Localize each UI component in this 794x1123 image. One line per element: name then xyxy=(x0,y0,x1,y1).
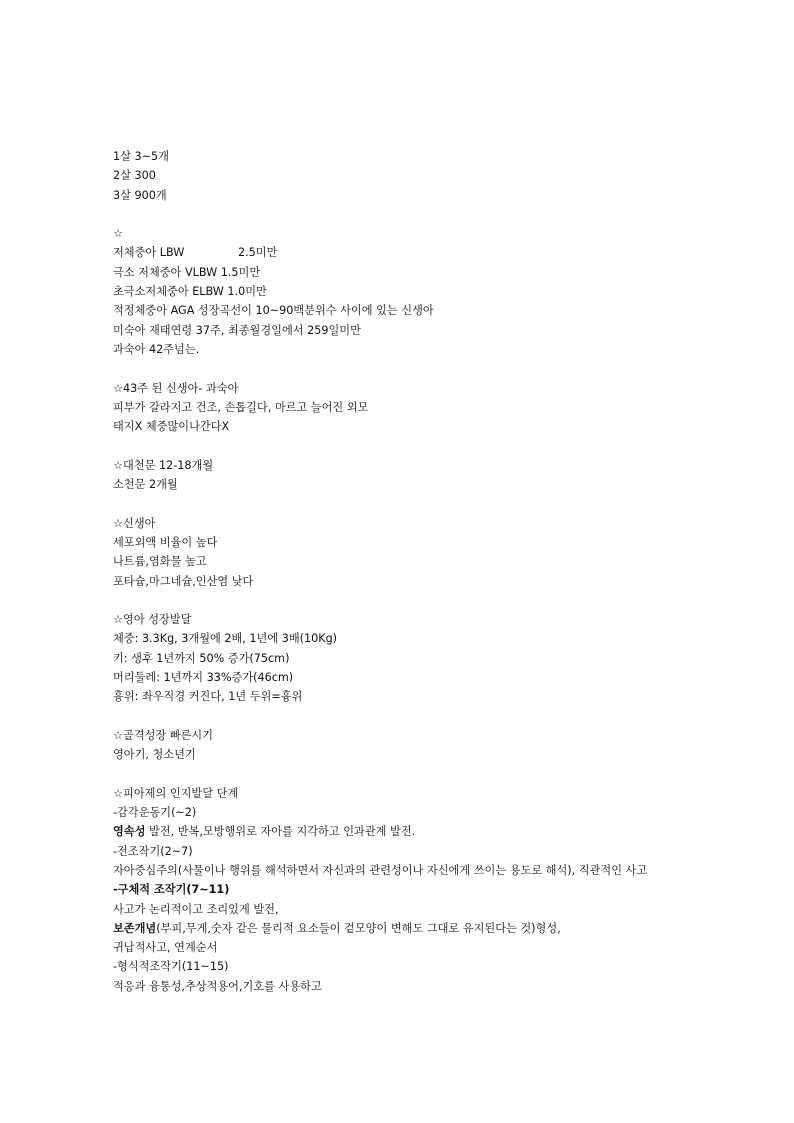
text-line: 사고가 논리적이고 조리있게 발전, xyxy=(113,902,279,916)
blank-line xyxy=(113,591,688,610)
text-line: 태지X 체중많이나간다X xyxy=(113,420,230,434)
text-line: 피부가 갈라지고 건조, 손톱길다, 마르고 늘어진 외모 xyxy=(113,400,369,414)
blank-line xyxy=(113,765,688,784)
blank-line xyxy=(113,436,688,455)
text-line: -전조작기(2~7) xyxy=(113,844,193,858)
text-line: 포타슘,마그네슘,인산염 낮다 xyxy=(113,574,254,588)
section-heading: ☆피아제의 인지발달 단계 xyxy=(113,786,239,800)
section-heading: ☆영아 성장발달 xyxy=(113,613,192,627)
text-line: 미숙아 재태연령 37주, 최종월경일에서 259일미만 xyxy=(113,323,361,337)
text-line: -형식적조작기(11~15) xyxy=(113,960,229,974)
blank-line xyxy=(113,359,688,378)
text-line: 체중: 3.3Kg, 3개월에 2배, 1년에 3배(10Kg) xyxy=(113,632,338,646)
text-line: 소천문 2개월 xyxy=(113,478,178,492)
text-line: 세포외액 비율이 높다 xyxy=(113,535,218,549)
bold-subheading: -구체적 조작기(7~11) xyxy=(113,883,230,897)
text-line: 키: 생후 1년까지 50% 증가(75cm) xyxy=(113,651,290,665)
text-line: 3살 900개 xyxy=(113,188,167,202)
section-heading: ☆대천문 12-18개월 xyxy=(113,458,214,472)
text-span: 발전, 반복,모방행위로 자아를 지각하고 인과관계 발전. xyxy=(145,825,416,839)
text-line: 흉위: 좌우직경 커진다, 1년 두위=흉위 xyxy=(113,690,303,704)
text-line: 2살 300 xyxy=(113,169,156,183)
text-line: 머리둘레: 1년까지 33%증가(46cm) xyxy=(113,671,294,685)
section-heading: ☆골격성장 빠른시기 xyxy=(113,728,214,742)
blank-line xyxy=(113,707,688,726)
text-line: 1살 3~5개 xyxy=(113,150,169,163)
text-line: -감각운동기(~2) xyxy=(113,806,197,820)
lbw-value: 2.5미만 xyxy=(238,246,278,260)
document-body xyxy=(113,147,688,996)
text-line: 적응과 융통성,추상적용어,기호를 사용하고 xyxy=(113,979,322,993)
section-heading: ☆43주 된 신생아- 과숙아 xyxy=(113,381,239,395)
text-line: 영아기, 청소년기 xyxy=(113,748,196,762)
text-line: 극소 저체중아 VLBW 1.5미만 xyxy=(113,265,261,279)
bold-term: 보존개념 xyxy=(113,921,157,935)
text-span: (부피,무게,숫자 같은 물리적 요소들이 겉모양이 변해도 그대로 유지된다는 것)형성, xyxy=(156,921,561,935)
star-marker: ☆ xyxy=(113,227,124,241)
blank-line xyxy=(113,205,688,224)
text-line: 나트륨,염화물 높고 xyxy=(113,555,207,569)
text-line: 과숙아 42주넘는. xyxy=(113,342,200,356)
text-line: 적정체중아 AGA 성장곡선이 10~90백분위수 사이에 있는 신생아 xyxy=(113,304,434,318)
blank-line xyxy=(113,494,688,513)
bold-term: 영속성 xyxy=(113,825,146,839)
text-line: 자아중심주의(사물이나 행위를 해석하면서 자신과의 관련성이나 자신에게 쓰이는 용도로 해석), 직관적인 사고 xyxy=(113,863,648,877)
text-line xyxy=(113,822,688,841)
text-line xyxy=(113,243,688,262)
section-heading: ☆신생아 xyxy=(113,516,156,530)
text-line: 초극소저체중아 ELBW 1.0미만 xyxy=(113,285,267,299)
text-line: 귀납적사고, 연계순서 xyxy=(113,941,218,955)
text-line xyxy=(113,919,688,938)
lbw-label: 저체중아 LBW xyxy=(113,246,185,260)
